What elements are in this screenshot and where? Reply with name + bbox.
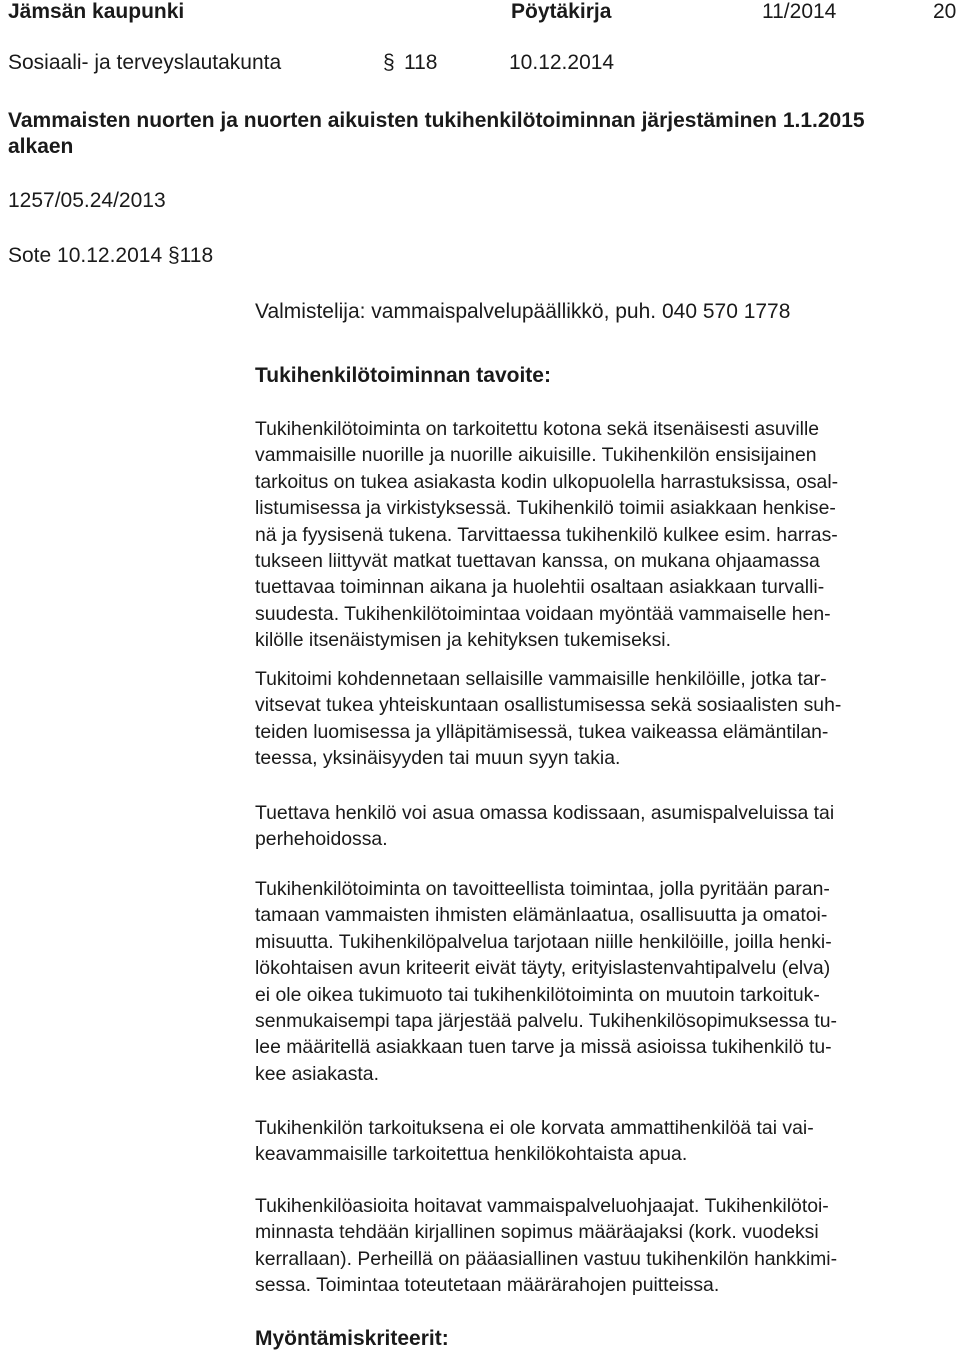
paragraph-administration (255, 1193, 955, 1299)
record-number: 1257/05.24/2013 (8, 189, 166, 212)
paragraph-goals (255, 876, 955, 1087)
text-line: teiden luomisessa ja ylläpitämisessä, tukea vaikeassa elämäntilan- (255, 720, 829, 743)
page-number: 20 (933, 0, 957, 23)
text-line: tukseen liittyvät matkat tuettavan kanssa, on mukana ohjaamassa (255, 550, 820, 573)
text-line: Tuettava henkilö voi asua omassa kodissaan, asumispalveluissa tai (255, 802, 835, 824)
text-line: teessa, yksinäisyyden tai muun syyn takia. (255, 747, 621, 770)
text-line: listumisessa ja virkistyksessä. Tukihenkilö toimii asiakkaan henkise- (255, 497, 836, 520)
paragraph-living (255, 800, 955, 853)
section-number: 118 (404, 51, 438, 74)
text-line: lee määritellä asiakkaan tuen tarve ja missä asioissa tukihenkilö tu- (255, 1036, 832, 1059)
text-line: lökohtaisen avun kriteerit eivät täyty, erityislastenvahtipalvelu (elva) (255, 957, 831, 980)
text-line: Tukihenkilön tarkoituksena ei ole korvata ammattihenkilöä tai vai- (255, 1117, 814, 1139)
goal-heading: Tukihenkilötoiminnan tavoite: (255, 364, 551, 387)
paragraph-limits (255, 1115, 955, 1168)
document-number: 11/2014 (762, 0, 837, 23)
text-line: minnasta tehdään kirjallinen sopimus määräajaksi (kork. vuodeksi (255, 1221, 819, 1244)
sote-date: Sote 10.12.2014 (8, 244, 163, 267)
sote-section-symbol: § (167, 244, 180, 267)
committee-name: Sosiaali- ja terveyslautakunta (8, 51, 282, 74)
text-line: perhehoidossa. (255, 828, 388, 851)
document-type: Pöytäkirja (511, 0, 612, 23)
text-line: suudesta. Tukihenkilötoimintaa voidaan myöntää vammaiselle hen- (255, 602, 831, 625)
text-line: tuettavaa toiminnan aikana ja huolehtii osaltaan asiakkaan turvalli- (255, 576, 825, 599)
paragraph-target-group (255, 666, 955, 772)
sote-reference (8, 244, 213, 268)
preparer-line: Valmistelija: vammaispalvelupäällikkö, puh. 040 570 1778 (255, 300, 791, 323)
item-title-line-1: Vammaisten nuorten ja nuorten aikuisten tukihenkilötoiminnan järjestäminen 1.1.2015 (8, 109, 865, 132)
text-line: Tukitoimi kohdennetaan sellaisille vammaisille henkilöille, jotka tar- (255, 668, 827, 690)
text-line: tamaan vammaisten ihmisten elämänlaatua, osallisuutta ja omatoi- (255, 904, 828, 927)
section-symbol: § (383, 51, 395, 74)
text-line: kerrallaan). Perheillä on pääasiallinen vastuu tukihenkilön hankkimi- (255, 1247, 838, 1270)
text-line: senmukaisempi tapa järjestää palvelu. Tukihenkilösopimuksessa tu- (255, 1010, 838, 1033)
text-line: sessa. Toimintaa toteutetaan määrärahojen puitteissa. (255, 1274, 720, 1297)
text-line: Tukihenkilötoiminta on tavoitteellista toimintaa, jolla pyritään paran- (255, 878, 830, 900)
text-line: Tukihenkilöasioita hoitavat vammaispalveluohjaajat. Tukihenkilötoi- (255, 1195, 829, 1217)
text-line: nä ja fyysisenä tukena. Tarvittaessa tukihenkilö kulkee esim. harras- (255, 523, 838, 546)
text-line: kilölle itsenäistymisen ja kehityksen tukemiseksi. (255, 629, 671, 652)
text-line: tarkoitus on tukea asiakasta kodin ulkopuolella harrastuksissa, osal- (255, 470, 839, 493)
sote-section-number: 118 (179, 244, 214, 267)
meeting-date: 10.12.2014 (509, 51, 615, 74)
text-line: misuutta. Tukihenkilöpalvelua tarjotaan niille henkilöille, joilla henki- (255, 930, 832, 953)
paragraph-purpose (255, 416, 955, 654)
text-line: vitsevat tukea yhteiskuntaan osallistumisessa sekä sosiaalisten suh- (255, 694, 842, 717)
item-title-line-2: alkaen (8, 135, 74, 158)
text-line: keavammaisille tarkoitettua henkilökohtaista apua. (255, 1143, 688, 1166)
text-line: vammaisille nuorille ja nuorille aikuisille. Tukihenkilön ensisijainen (255, 444, 817, 467)
text-line: kee asiakasta. (255, 1062, 379, 1085)
text-line: ei ole oikea tukimuoto tai tukihenkilötoiminta on muutoin tarkoituk- (255, 983, 820, 1006)
organization-name: Jämsän kaupunki (8, 0, 185, 23)
criteria-heading: Myöntämiskriteerit: (255, 1327, 449, 1350)
text-line: Tukihenkilötoiminta on tarkoitettu kotona sekä itsenäisesti asuville (255, 418, 820, 440)
